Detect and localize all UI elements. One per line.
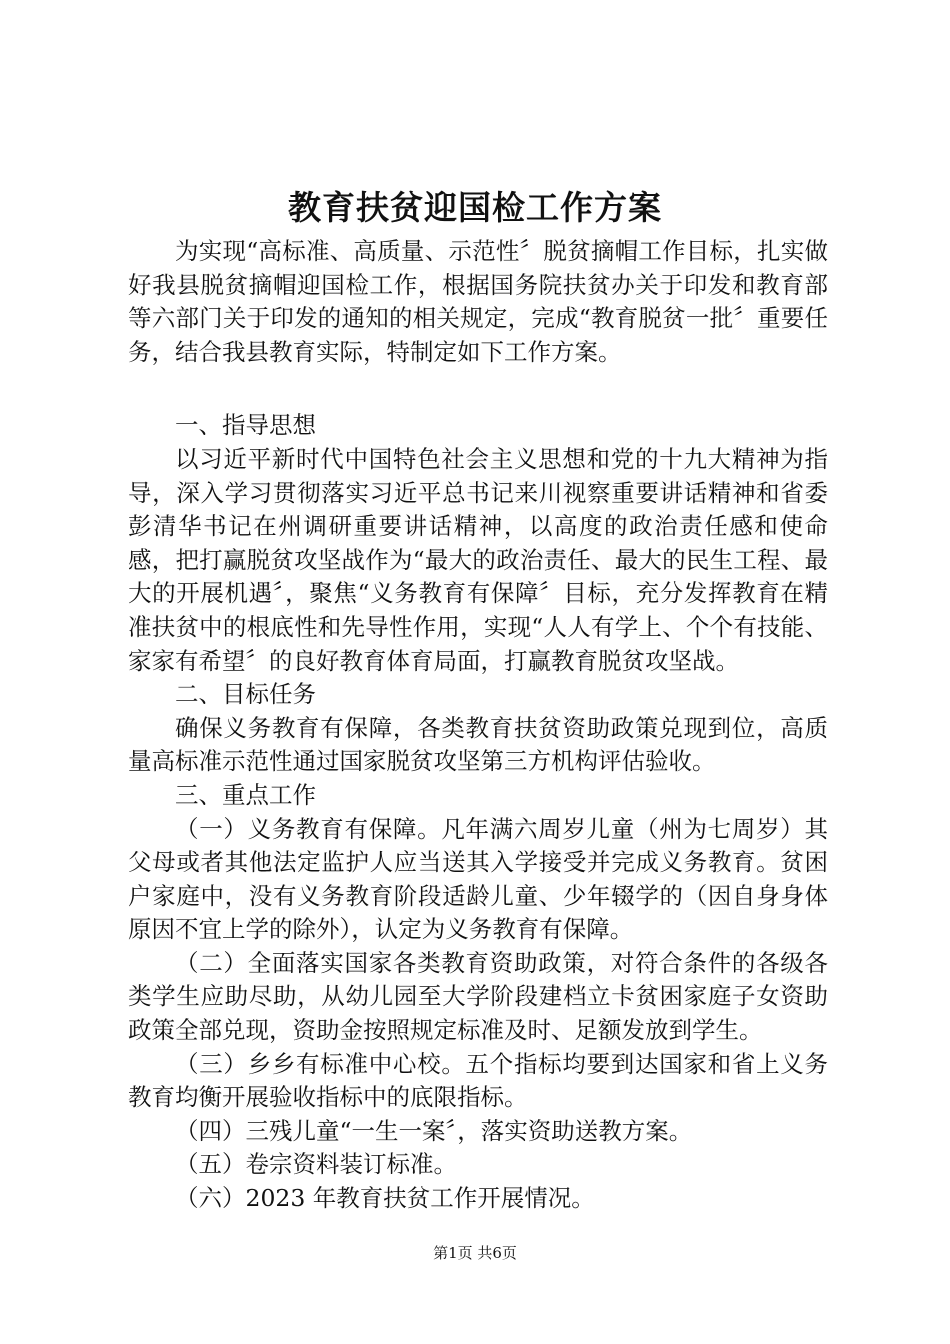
- key-work-item-3: （三）乡乡有标准中心校。五个指标均要到达国家和省上义务教育均衡开展验收指标中的底限指标。: [128, 1049, 828, 1112]
- guiding-ideology-paragraph: 以习近平新时代中国特色社会主义思想和党的十九大精神为指导，深入学习贯彻落实习近平总书记来川视察重要讲话精神和省委彭清华书记在州调研重要讲话精神，以高度的政治责任感和使命感，把打赢脱贫攻坚战作为“最大的政治责任、最大的民生工程、最大的开展机遇〞，聚焦“义务教育有保障〞目标，充分发挥教育在精准扶贫中的根底性和先导性作用，实现“人人有学上、个个有技能、家家有希望〞的良好教育体育局面，打赢教育脱贫攻坚战。: [128, 444, 828, 675]
- key-work-item-1: （一）义务教育有保障。凡年满六周岁儿童（州为七周岁）其父母或者其他法定监护人应当送其入学接受并完成义务教育。贫困户家庭中，没有义务教育阶段适龄儿童、少年辍学的（因自身身体原因不宜上学的除外），认定为义务教育有保障。: [128, 814, 828, 944]
- key-work-item-4: （四）三残儿童“一生一案〞，落实资助送教方案。: [175, 1116, 693, 1145]
- key-work-item-5: （五）卷宗资料装订标准。: [175, 1150, 457, 1179]
- document-body: [128, 235, 828, 1216]
- key-work-item-2: （二）全面落实国家各类教育资助政策，对符合条件的各级各类学生应助尽助，从幼儿园至大学阶段建档立卡贫困家庭子女资助政策全部兑现，资助金按照规定标准及时、足额发放到学生。: [128, 948, 828, 1045]
- intro-paragraph: 为实现“高标准、高质量、示范性〞脱贫摘帽工作目标，扎实做好我县脱贫摘帽迎国检工作，根据国务院扶贫办关于印发和教育部等六部门关于印发的通知的相关规定，完成“教育脱贫一批〞重要任务，结合我县教育实际，特制定如下工作方案。: [128, 237, 828, 366]
- section-heading-key-work: 三、重点工作: [175, 780, 316, 809]
- section-heading-guiding-ideology: 一、指导思想: [175, 411, 316, 440]
- document-title: 教育扶贫迎国检工作方案: [288, 188, 662, 227]
- page-footer: 第1页 共6页: [433, 1244, 517, 1262]
- key-work-item-6: （六）2023 年教育扶贫工作开展情况。: [175, 1184, 595, 1213]
- goals-paragraph: 确保义务教育有保障，各类教育扶贫资助政策兑现到位，高质量高标准示范性通过国家脱贫攻坚第三方机构评估验收。: [128, 713, 828, 776]
- section-heading-goals: 二、目标任务: [175, 680, 316, 709]
